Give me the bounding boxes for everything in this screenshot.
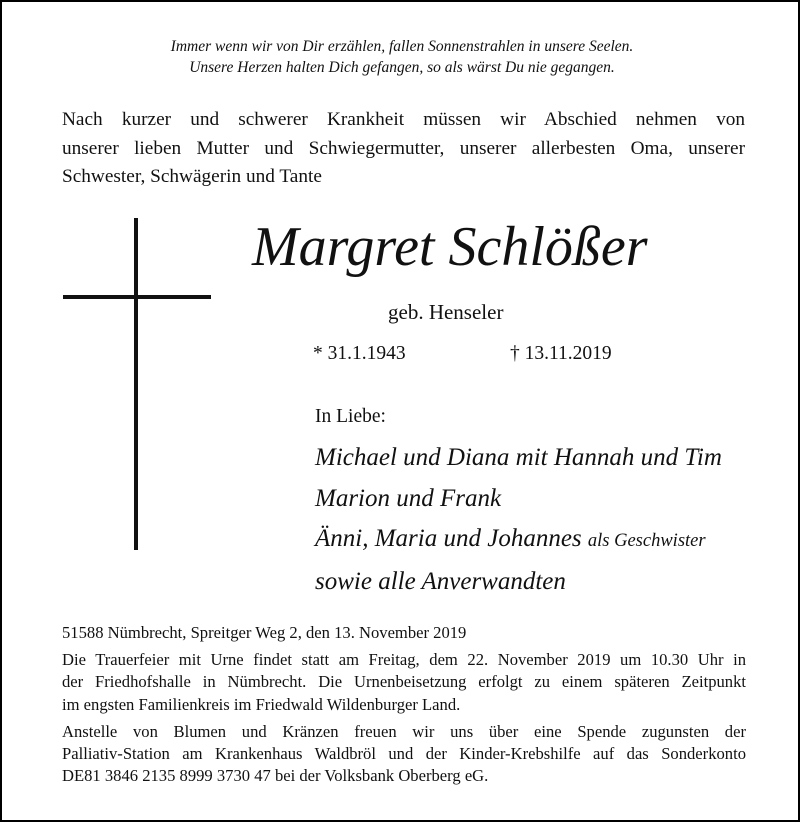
funeral-details: [62, 649, 746, 716]
donation-details: [62, 721, 746, 788]
intro-line: unserer lieben Mutter und Schwiegermutter, unserer allerbesten Oma, unserer: [62, 137, 745, 159]
footer-info: [62, 622, 746, 792]
deceased-name: Margret Schlößer: [252, 216, 648, 278]
intro-line: Nach kurzer und schwerer Krankheit müssen wir Abschied nehmen von: [62, 109, 745, 130]
address-date: 51588 Nümbrecht, Spreitger Weg 2, den 13. November 2019: [62, 623, 467, 642]
mourners-list: [315, 438, 785, 602]
funeral-line: Die Trauerfeier mit Urne findet statt am Freitag, dem 22. November 2019 um 10.30 Uhr in: [62, 650, 746, 670]
mourner-relation: als Geschwister: [587, 531, 706, 551]
funeral-line: der Friedhofshalle in Nümbrecht. Die Urnenbeisetzung erfolgt zu einem späteren Zeitpunkt: [62, 672, 746, 692]
intro-text: [62, 106, 745, 192]
motto-line: Immer wenn wir von Dir erzählen, fallen Sonnenstrahlen in unsere Seelen.: [170, 38, 634, 55]
birth-date: * 31.1.1943: [313, 343, 406, 364]
cross-vertical-bar: [134, 218, 138, 550]
intro-line: Schwester, Schwägerin und Tante: [62, 166, 322, 187]
mourner-line: Marion und Frank: [315, 484, 502, 512]
motto-line: Unsere Herzen halten Dich gefangen, so als wärst Du nie gegangen.: [189, 59, 615, 76]
funeral-line: im engsten Familienkreis im Friedwald Wildenburger Land.: [62, 694, 461, 714]
mourner-names: Änni, Maria und Johannes: [315, 525, 582, 552]
mourner-line: sowie alle Anverwandten: [315, 567, 566, 595]
mourners-label: In Liebe:: [315, 406, 386, 427]
motto-quote: [2, 36, 800, 78]
donation-line: DE81 3846 2135 8999 3730 47 bei der Volksbank Oberberg eG.: [62, 766, 489, 786]
cross-horizontal-bar: [63, 295, 211, 299]
donation-line: Anstelle von Blumen und Kränzen freuen wir uns über eine Spende zugunsten der: [62, 721, 746, 741]
donation-line: Palliativ-Station am Krankenhaus Waldbröl und der Kinder-Krebshilfe auf das Sonderkonto: [62, 744, 746, 764]
birth-name: geb. Henseler: [388, 300, 504, 324]
mourner-line: Michael und Diana mit Hannah und Tim: [315, 444, 722, 471]
mourner-line: [315, 519, 785, 562]
death-date: † 13.11.2019: [510, 343, 612, 364]
